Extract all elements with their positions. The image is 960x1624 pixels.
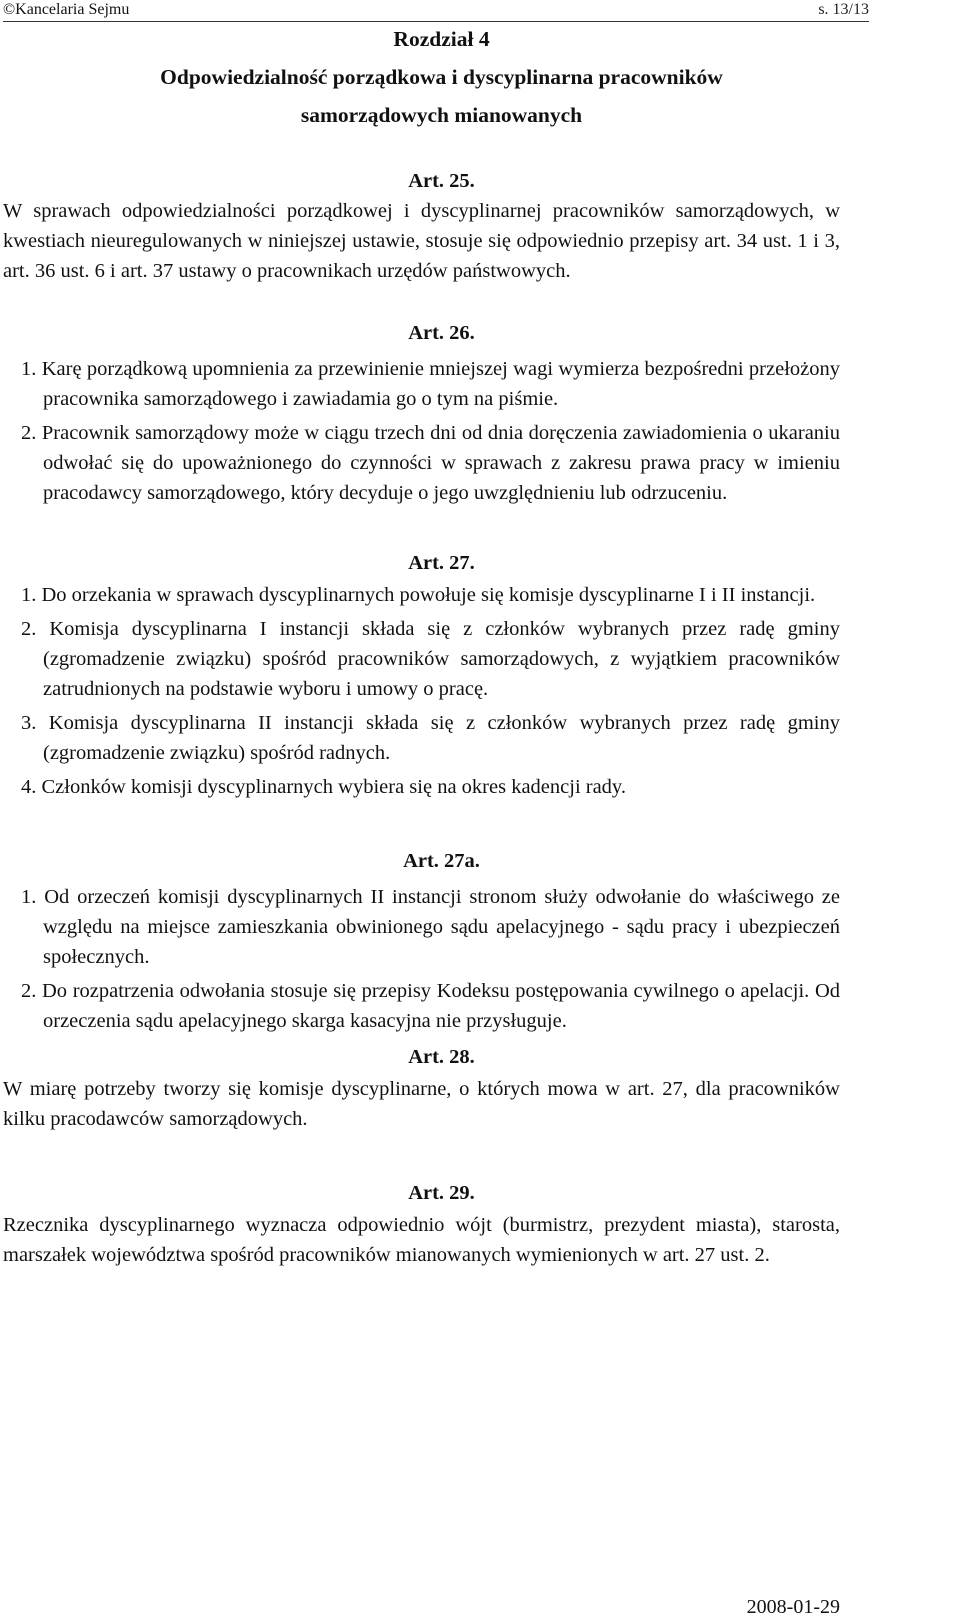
article-27: [3, 548, 840, 802]
article-28: [3, 1042, 840, 1134]
article-paragraph: 1. Do orzekania w sprawach dyscyplinarnych powołuje się komisje dyscyplinarne I i II instancji.: [21, 584, 816, 606]
article-heading: Art. 27a.: [403, 850, 480, 872]
article-26: [3, 318, 840, 508]
chapter-heading: [43, 20, 840, 134]
article-heading: Art. 28.: [408, 1046, 475, 1068]
article-heading: Art. 29.: [408, 1182, 475, 1204]
article-paragraph: 1. Karę porządkową upomnienia za przewinienie mniejszej wagi wymierza bezpośredni przełożony pracownika samorządowego i zawiadamia go o tym na piśmie.: [21, 358, 840, 410]
article-paragraph: 2. Pracownik samorządowy może w ciągu trzech dni od dnia doręczenia zawiadomienia o ukaraniu odwołać się do upoważnionego do czynności w sprawach z zakresu prawa pracy w imieniu pracodawcy samorządowego, który decyduje o jego uwzględnieniu lub odrzuceniu.: [21, 422, 840, 504]
article-heading: Art. 26.: [408, 322, 475, 344]
article-29: [3, 1178, 840, 1270]
chapter-number: Rozdział 4: [393, 27, 490, 51]
chapter-title-line1: Odpowiedzialność porządkowa i dyscyplinarna pracowników: [160, 65, 723, 89]
article-paragraph: 4. Członków komisji dyscyplinarnych wybiera się na okres kadencji rady.: [21, 776, 626, 798]
article-paragraph: 2. Komisja dyscyplinarna I instancji składa się z członków wybranych przez radę gminy (zgromadzenie związku) spośród pracowników samorządowych, z wyjątkiem pracowników zatrudnionych na podstawie wyboru i umowy o pracę.: [21, 618, 840, 700]
article-27a: [3, 846, 840, 1036]
chapter-title-line2: samorządowych mianowanych: [300, 103, 583, 127]
article-paragraph: 3. Komisja dyscyplinarna II instancji składa się z członków wybranych przez radę gminy (zgromadzenie związku) spośród radnych.: [21, 712, 840, 764]
document-body: [3, 20, 840, 1270]
header-page-number: s. 13/13: [818, 1, 869, 18]
article-text: W miarę potrzeby tworzy się komisje dyscyplinarne, o których mowa w art. 27, dla pracowników kilku pracodawców samorządowych.: [3, 1078, 840, 1130]
header-source: ©Kancelaria Sejmu: [3, 1, 130, 18]
article-text: Rzecznika dyscyplinarnego wyznacza odpowiednio wójt (burmistrz, prezydent miasta), starosta, marszałek województwa spośród pracowników mianowanych wymienionych w art. 27 ust. 2.: [3, 1214, 840, 1266]
article-text: W sprawach odpowiedzialności porządkowej i dyscyplinarnej pracowników samorządowych, w kwestiach nieuregulowanych w niniejszej ustawie, stosuje się odpowiednio przepisy art. 34 ust. 1 i 3, art. 36 ust. 6 i art. 37 ustawy o pracownikach urzędów państwowych.: [3, 200, 840, 282]
article-25: [3, 166, 840, 286]
article-paragraph: 1. Od orzeczeń komisji dyscyplinarnych II instancji stronom służy odwołanie do właściwego ze względu na miejsce zamieszkania obwinionego sądu apelacyjnego - sądu pracy i ubezpieczeń społecznych.: [21, 886, 840, 968]
article-heading: Art. 27.: [408, 552, 475, 574]
page-header: [3, 0, 869, 22]
document-date: 2008-01-29: [746, 1596, 840, 1618]
article-paragraph: 2. Do rozpatrzenia odwołania stosuje się przepisy Kodeksu postępowania cywilnego o apelacji. Od orzeczenia sądu apelacyjnego skarga kasacyjna nie przysługuje.: [21, 980, 840, 1032]
article-heading: Art. 25.: [408, 170, 475, 192]
